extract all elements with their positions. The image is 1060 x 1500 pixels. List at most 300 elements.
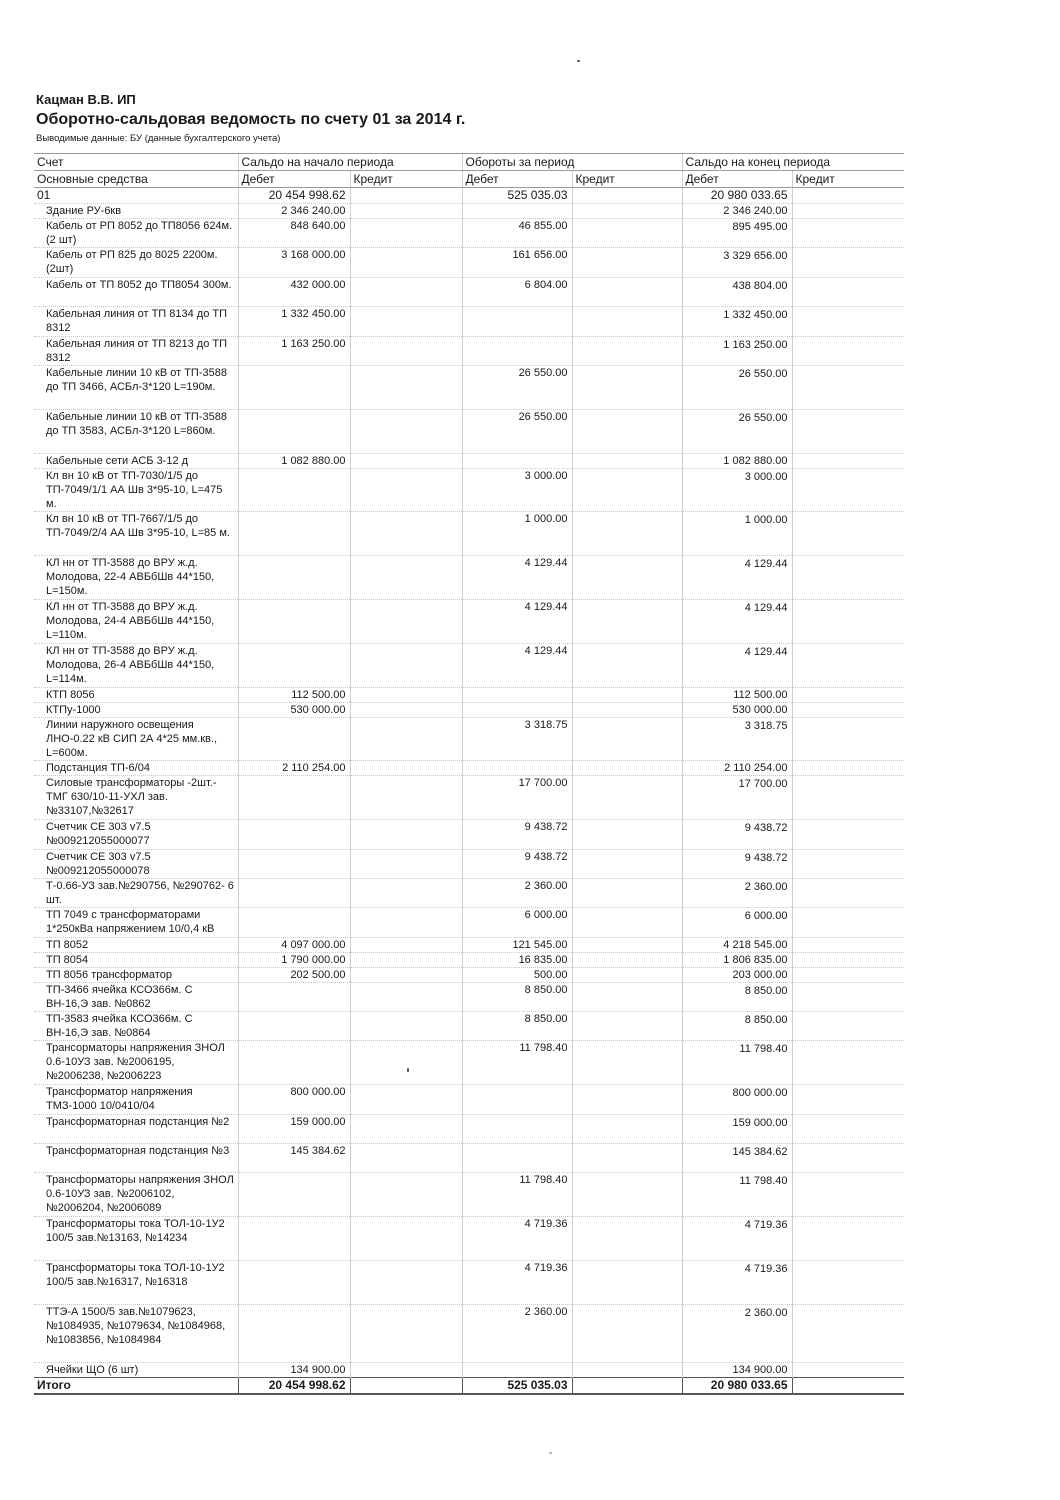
item-turnover-debit: 4 129.44 xyxy=(462,643,572,687)
item-closing-debit: 800 000.00 xyxy=(682,1085,792,1114)
account-closing-credit xyxy=(792,188,904,204)
table-row xyxy=(34,409,904,453)
item-turnover-debit xyxy=(462,761,572,776)
item-name: Кабель от РП 825 до 8025 2200м. (2шт) xyxy=(34,248,238,277)
table-row xyxy=(34,952,904,967)
item-closing-credit xyxy=(792,937,904,952)
company-name: Кацман В.В. ИП xyxy=(36,92,136,107)
table-row xyxy=(34,702,904,717)
report-title: Оборотно-сальдовая ведомость по счету 01 за 2014 г. xyxy=(36,111,466,128)
item-name: Кабель от ТП 8052 до ТП8054 300м. xyxy=(34,277,238,306)
item-turnover-credit xyxy=(572,1144,682,1173)
item-closing-credit xyxy=(792,643,904,687)
item-turnover-credit xyxy=(572,687,682,702)
item-closing-debit: 4 129.44 xyxy=(682,599,792,643)
item-opening-debit xyxy=(238,1304,350,1362)
item-name: Здание РУ-6кв xyxy=(34,204,238,219)
item-opening-credit xyxy=(350,849,462,878)
item-opening-credit xyxy=(350,336,462,365)
item-turnover-credit xyxy=(572,599,682,643)
header-opening-credit: Кредит xyxy=(350,171,462,188)
item-closing-debit: 4 719.36 xyxy=(682,1217,792,1261)
item-turnover-debit: 9 438.72 xyxy=(462,849,572,878)
item-turnover-debit: 11 798.40 xyxy=(462,1173,572,1217)
total-label: Итого xyxy=(34,1378,238,1395)
item-name: Кабельная линия от ТП 8213 до ТП 8312 xyxy=(34,336,238,365)
item-opening-debit: 159 000.00 xyxy=(238,1114,350,1143)
item-turnover-credit xyxy=(572,878,682,907)
table-row xyxy=(34,453,904,468)
item-closing-debit: 17 700.00 xyxy=(682,776,792,820)
item-turnover-credit xyxy=(572,1217,682,1261)
item-turnover-debit: 46 855.00 xyxy=(462,219,572,248)
item-opening-credit xyxy=(350,599,462,643)
item-closing-credit xyxy=(792,908,904,937)
table-row xyxy=(34,967,904,982)
table-row xyxy=(34,219,904,248)
item-turnover-credit xyxy=(572,982,682,1011)
item-turnover-debit: 161 656.00 xyxy=(462,248,572,277)
item-closing-credit xyxy=(792,1304,904,1362)
item-opening-debit: 112 500.00 xyxy=(238,687,350,702)
item-opening-debit: 530 000.00 xyxy=(238,702,350,717)
item-turnover-debit xyxy=(462,687,572,702)
item-turnover-debit: 2 360.00 xyxy=(462,1304,572,1362)
account-turnover-credit xyxy=(572,188,682,204)
item-name: Ячейки ЩО (6 шт) xyxy=(34,1363,238,1378)
item-turnover-credit xyxy=(572,512,682,556)
item-turnover-credit xyxy=(572,776,682,820)
item-turnover-credit xyxy=(572,248,682,277)
item-closing-credit xyxy=(792,409,904,453)
item-closing-debit: 895 495.00 xyxy=(682,219,792,248)
item-turnover-credit xyxy=(572,556,682,600)
item-closing-debit: 2 110 254.00 xyxy=(682,761,792,776)
item-opening-credit xyxy=(350,717,462,761)
item-closing-credit xyxy=(792,219,904,248)
item-name: КТПу-1000 xyxy=(34,702,238,717)
item-turnover-credit xyxy=(572,1173,682,1217)
item-closing-credit xyxy=(792,952,904,967)
item-closing-debit: 4 218 545.00 xyxy=(682,937,792,952)
account-row xyxy=(34,188,904,204)
item-closing-credit xyxy=(792,1012,904,1041)
item-turnover-debit xyxy=(462,307,572,336)
item-name: КЛ нн от ТП-3588 до ВРУ ж.д. Молодова, 26-4 АВБбШв 44*150, L=114м. xyxy=(34,643,238,687)
item-turnover-debit: 4 719.36 xyxy=(462,1261,572,1305)
item-name: КЛ нн от ТП-3588 до ВРУ ж.д. Молодова, 22-4 АВБбШв 44*150, L=150м. xyxy=(34,556,238,600)
item-turnover-credit xyxy=(572,365,682,409)
item-turnover-credit xyxy=(572,219,682,248)
item-closing-debit: 6 000.00 xyxy=(682,908,792,937)
item-opening-debit xyxy=(238,1261,350,1305)
item-opening-credit xyxy=(350,409,462,453)
item-closing-debit: 1 163 250.00 xyxy=(682,336,792,365)
item-closing-debit: 4 129.44 xyxy=(682,556,792,600)
item-opening-debit xyxy=(238,365,350,409)
item-opening-credit xyxy=(350,512,462,556)
item-name: Трансформаторная подстанция №2 xyxy=(34,1114,238,1143)
item-name: ТП 7049 с трансформаторами 1*250кВа напряжением 10/0,4 кВ xyxy=(34,908,238,937)
item-opening-debit: 2 346 240.00 xyxy=(238,204,350,219)
item-turnover-debit xyxy=(462,204,572,219)
item-name: Кл вн 10 кВ от ТП-7667/1/5 до ТП-7049/2/4 АА Шв 3*95-10, L=85 м. xyxy=(34,512,238,556)
table-row xyxy=(34,849,904,878)
item-turnover-debit: 4 719.36 xyxy=(462,1217,572,1261)
item-name: Кл вн 10 кВ от ТП-7030/1/5 до ТП-7049/1/1 АА Шв 3*95-10, L=475 м. xyxy=(34,468,238,512)
total-opening-debit: 20 454 998.62 xyxy=(238,1378,350,1395)
item-closing-debit: 145 384.62 xyxy=(682,1144,792,1173)
item-opening-credit xyxy=(350,556,462,600)
table-row xyxy=(34,204,904,219)
item-closing-debit: 11 798.40 xyxy=(682,1173,792,1217)
item-turnover-debit: 4 129.44 xyxy=(462,556,572,600)
item-opening-credit xyxy=(350,248,462,277)
item-name: ТП 8052 xyxy=(34,937,238,952)
item-name: КТП 8056 xyxy=(34,687,238,702)
item-opening-debit: 1 082 880.00 xyxy=(238,453,350,468)
item-opening-debit xyxy=(238,512,350,556)
item-closing-debit: 9 438.72 xyxy=(682,820,792,849)
table-row xyxy=(34,776,904,820)
item-turnover-credit xyxy=(572,761,682,776)
item-closing-debit: 3 329 656.00 xyxy=(682,248,792,277)
item-closing-credit xyxy=(792,820,904,849)
item-turnover-credit xyxy=(572,967,682,982)
balance-sheet-table xyxy=(34,153,904,1395)
item-opening-debit: 1 332 450.00 xyxy=(238,307,350,336)
item-opening-debit xyxy=(238,878,350,907)
item-opening-credit xyxy=(350,1173,462,1217)
item-opening-credit xyxy=(350,967,462,982)
header-closing-credit: Кредит xyxy=(792,171,904,188)
table-row xyxy=(34,908,904,937)
item-turnover-credit xyxy=(572,908,682,937)
item-opening-debit xyxy=(238,1041,350,1085)
item-opening-debit: 202 500.00 xyxy=(238,967,350,982)
item-closing-debit: 134 900.00 xyxy=(682,1363,792,1378)
item-closing-debit: 3 000.00 xyxy=(682,468,792,512)
item-closing-credit xyxy=(792,336,904,365)
item-opening-credit xyxy=(350,453,462,468)
item-name: Т-0.66-УЗ зав.№290756, №290762- 6 шт. xyxy=(34,878,238,907)
item-opening-credit xyxy=(350,820,462,849)
table-row xyxy=(34,1304,904,1362)
item-turnover-debit xyxy=(462,702,572,717)
item-opening-debit xyxy=(238,849,350,878)
table-row xyxy=(34,1144,904,1173)
table-row xyxy=(34,982,904,1011)
item-closing-credit xyxy=(792,1085,904,1114)
item-closing-debit: 9 438.72 xyxy=(682,849,792,878)
table-row xyxy=(34,643,904,687)
table-row xyxy=(34,761,904,776)
item-turnover-debit: 4 129.44 xyxy=(462,599,572,643)
item-name: Трансформаторная подстанция №3 xyxy=(34,1144,238,1173)
table-row xyxy=(34,365,904,409)
table-row xyxy=(34,468,904,512)
item-name: ТП 8056 трансформатор xyxy=(34,967,238,982)
item-turnover-credit xyxy=(572,643,682,687)
item-closing-debit: 2 360.00 xyxy=(682,1304,792,1362)
item-turnover-credit xyxy=(572,409,682,453)
item-name: Счетчик СЕ 303 v7.5 №009212055000077 xyxy=(34,820,238,849)
table-row xyxy=(34,277,904,306)
item-name: Кабельные линии 10 кВ от ТП-3588 до ТП 3583, АСБл-3*120 L=860м. xyxy=(34,409,238,453)
item-turnover-credit xyxy=(572,717,682,761)
item-closing-credit xyxy=(792,453,904,468)
item-closing-credit xyxy=(792,982,904,1011)
item-name: Силовые трансформаторы -2шт.-ТМГ 630/10-11-УХЛ зав.№33107,№32617 xyxy=(34,776,238,820)
item-opening-credit xyxy=(350,937,462,952)
total-opening-credit xyxy=(350,1378,462,1395)
item-opening-debit xyxy=(238,409,350,453)
item-closing-debit: 1 000.00 xyxy=(682,512,792,556)
header-account: Счет xyxy=(34,154,238,171)
item-closing-debit: 2 346 240.00 xyxy=(682,204,792,219)
item-turnover-debit: 16 835.00 xyxy=(462,952,572,967)
table-row xyxy=(34,1012,904,1041)
item-turnover-debit: 3 000.00 xyxy=(462,468,572,512)
item-name: Кабельная линия от ТП 8134 до ТП 8312 xyxy=(34,307,238,336)
item-opening-debit: 800 000.00 xyxy=(238,1085,350,1114)
account-closing-debit: 20 980 033.65 xyxy=(682,188,792,204)
header-account-name: Основные средства xyxy=(34,171,238,188)
item-opening-debit xyxy=(238,599,350,643)
item-closing-debit: 530 000.00 xyxy=(682,702,792,717)
item-name: ТТЭ-А 1500/5 зав.№1079623, №1084935, №1079634, №1084968, №1083856, №1084984 xyxy=(34,1304,238,1362)
item-turnover-debit: 9 438.72 xyxy=(462,820,572,849)
item-opening-credit xyxy=(350,219,462,248)
item-opening-debit xyxy=(238,1012,350,1041)
item-turnover-credit xyxy=(572,1261,682,1305)
table-row xyxy=(34,512,904,556)
item-opening-credit xyxy=(350,952,462,967)
item-opening-credit xyxy=(350,1085,462,1114)
item-closing-credit xyxy=(792,204,904,219)
item-opening-debit xyxy=(238,556,350,600)
report-subtitle: Выводимые данные: БУ (данные бухгалтерского учета) xyxy=(36,133,281,144)
item-opening-credit xyxy=(350,1144,462,1173)
item-turnover-debit: 11 798.40 xyxy=(462,1041,572,1085)
item-opening-debit xyxy=(238,468,350,512)
item-opening-debit: 145 384.62 xyxy=(238,1144,350,1173)
item-name: КЛ нн от ТП-3588 до ВРУ ж.д. Молодова, 24-4 АВБбШв 44*150, L=110м. xyxy=(34,599,238,643)
item-turnover-debit: 6 804.00 xyxy=(462,277,572,306)
item-name: Трансформатор напряжения ТМЗ-1000 10/0410/04 xyxy=(34,1085,238,1114)
item-closing-credit xyxy=(792,717,904,761)
scan-speck xyxy=(407,1068,409,1072)
table-row xyxy=(34,717,904,761)
item-closing-debit: 112 500.00 xyxy=(682,687,792,702)
item-closing-credit xyxy=(792,1114,904,1143)
account-code: 01 xyxy=(34,188,238,204)
item-opening-debit xyxy=(238,908,350,937)
item-name: Линии наружного освещения ЛНО-0.22 кВ СИП 2А 4*25 мм.кв., L=600м. xyxy=(34,717,238,761)
item-closing-credit xyxy=(792,702,904,717)
item-turnover-credit xyxy=(572,1012,682,1041)
table-row xyxy=(34,336,904,365)
item-name: Трансформаторы напряжения ЗНОЛ 0.6-10УЗ зав. №2006102, №2006204, №2006089 xyxy=(34,1173,238,1217)
item-turnover-credit xyxy=(572,952,682,967)
header-turnover-debit: Дебет xyxy=(462,171,572,188)
item-closing-credit xyxy=(792,599,904,643)
item-turnover-credit xyxy=(572,1085,682,1114)
item-opening-credit xyxy=(350,365,462,409)
table-row xyxy=(34,878,904,907)
item-turnover-debit: 1 000.00 xyxy=(462,512,572,556)
item-closing-credit xyxy=(792,277,904,306)
item-turnover-credit xyxy=(572,453,682,468)
table-row xyxy=(34,599,904,643)
total-turnover-debit: 525 035.03 xyxy=(462,1378,572,1395)
item-name: Трансформаторы тока ТОЛ-10-1У2 100/5 зав.№13163, №14234 xyxy=(34,1217,238,1261)
table-row xyxy=(34,1261,904,1305)
item-closing-debit: 4 129.44 xyxy=(682,643,792,687)
item-turnover-credit xyxy=(572,702,682,717)
item-closing-debit: 203 000.00 xyxy=(682,967,792,982)
item-closing-credit xyxy=(792,761,904,776)
table-row xyxy=(34,1041,904,1085)
header-row-2 xyxy=(34,171,904,188)
item-closing-debit: 1 806 835.00 xyxy=(682,952,792,967)
total-turnover-credit xyxy=(572,1378,682,1395)
item-opening-debit: 134 900.00 xyxy=(238,1363,350,1378)
item-name: Кабельные сети АСБ 3-12 д xyxy=(34,453,238,468)
item-opening-debit xyxy=(238,643,350,687)
item-opening-credit xyxy=(350,1041,462,1085)
item-opening-credit xyxy=(350,982,462,1011)
table-row xyxy=(34,1085,904,1114)
total-closing-debit: 20 980 033.65 xyxy=(682,1378,792,1395)
table-row xyxy=(34,687,904,702)
account-opening-debit: 20 454 998.62 xyxy=(238,188,350,204)
item-opening-debit xyxy=(238,982,350,1011)
item-opening-debit: 2 110 254.00 xyxy=(238,761,350,776)
item-closing-credit xyxy=(792,365,904,409)
total-closing-credit xyxy=(792,1378,904,1395)
item-turnover-debit: 6 000.00 xyxy=(462,908,572,937)
item-turnover-credit xyxy=(572,336,682,365)
item-closing-debit: 1 082 880.00 xyxy=(682,453,792,468)
item-opening-debit: 848 640.00 xyxy=(238,219,350,248)
scan-speck xyxy=(549,1452,552,1454)
item-name: ТП-3466 ячейка КСО366м. С ВН-16,Э зав. №0862 xyxy=(34,982,238,1011)
item-closing-debit: 1 332 450.00 xyxy=(682,307,792,336)
item-turnover-debit: 8 850.00 xyxy=(462,982,572,1011)
item-closing-credit xyxy=(792,1363,904,1378)
item-opening-credit xyxy=(350,1304,462,1362)
item-turnover-debit xyxy=(462,1085,572,1114)
item-turnover-debit: 8 850.00 xyxy=(462,1012,572,1041)
item-opening-credit xyxy=(350,277,462,306)
header-opening: Сальдо на начало периода xyxy=(238,154,462,171)
item-closing-credit xyxy=(792,776,904,820)
table-row xyxy=(34,1173,904,1217)
item-closing-debit: 159 000.00 xyxy=(682,1114,792,1143)
item-opening-credit xyxy=(350,687,462,702)
item-turnover-debit xyxy=(462,1363,572,1378)
item-opening-debit: 1 790 000.00 xyxy=(238,952,350,967)
item-name: Трансформаторы тока ТОЛ-10-1У2 100/5 зав.№16317, №16318 xyxy=(34,1261,238,1305)
table-row xyxy=(34,248,904,277)
header-turnover: Обороты за период xyxy=(462,154,682,171)
item-closing-credit xyxy=(792,1217,904,1261)
item-name: ТП-3583 ячейка КСО366м. С ВН-16,Э зав. №0864 xyxy=(34,1012,238,1041)
item-closing-debit: 2 360.00 xyxy=(682,878,792,907)
item-opening-credit xyxy=(350,878,462,907)
item-turnover-debit: 121 545.00 xyxy=(462,937,572,952)
item-closing-credit xyxy=(792,1144,904,1173)
account-opening-credit xyxy=(350,188,462,204)
item-opening-credit xyxy=(350,204,462,219)
header-closing-debit: Дебет xyxy=(682,171,792,188)
item-closing-credit xyxy=(792,556,904,600)
item-turnover-credit xyxy=(572,820,682,849)
item-closing-credit xyxy=(792,849,904,878)
item-name: Счетчик СЕ 303 v7.5 №009212055000078 xyxy=(34,849,238,878)
item-closing-credit xyxy=(792,967,904,982)
item-name: Кабель от РП 8052 до ТП8056 624м. (2 шт) xyxy=(34,219,238,248)
item-opening-credit xyxy=(350,1363,462,1378)
item-name: Кабельные линии 10 кВ от ТП-3588 до ТП 3466, АСБл-3*120 L=190м. xyxy=(34,365,238,409)
item-turnover-credit xyxy=(572,1363,682,1378)
item-turnover-credit xyxy=(572,849,682,878)
item-name: Подстанция ТП-6/04 xyxy=(34,761,238,776)
item-turnover-debit xyxy=(462,336,572,365)
header-opening-debit: Дебет xyxy=(238,171,350,188)
header-turnover-credit: Кредит xyxy=(572,171,682,188)
item-turnover-credit xyxy=(572,1041,682,1085)
item-closing-debit: 26 550.00 xyxy=(682,409,792,453)
item-closing-debit: 8 850.00 xyxy=(682,982,792,1011)
item-turnover-credit xyxy=(572,277,682,306)
item-opening-credit xyxy=(350,468,462,512)
item-closing-debit: 3 318.75 xyxy=(682,717,792,761)
item-name: Трансорматоры напряжения ЗНОЛ 0.6-10УЗ зав. №2006195, №2006238, №2006223 xyxy=(34,1041,238,1085)
total-row xyxy=(34,1378,904,1395)
item-opening-debit: 3 168 000.00 xyxy=(238,248,350,277)
table-row xyxy=(34,556,904,600)
account-turnover-debit: 525 035.03 xyxy=(462,188,572,204)
report-header xyxy=(36,92,465,145)
item-opening-credit xyxy=(350,702,462,717)
item-closing-credit xyxy=(792,307,904,336)
item-opening-debit xyxy=(238,717,350,761)
item-name: ТП 8054 xyxy=(34,952,238,967)
item-opening-debit xyxy=(238,776,350,820)
item-turnover-credit xyxy=(572,937,682,952)
item-closing-credit xyxy=(792,1261,904,1305)
table-row xyxy=(34,820,904,849)
item-turnover-debit xyxy=(462,453,572,468)
item-closing-credit xyxy=(792,1041,904,1085)
item-closing-debit: 4 719.36 xyxy=(682,1261,792,1305)
item-turnover-debit: 2 360.00 xyxy=(462,878,572,907)
item-opening-debit: 1 163 250.00 xyxy=(238,336,350,365)
table-row xyxy=(34,307,904,336)
item-turnover-credit xyxy=(572,1304,682,1362)
item-turnover-credit xyxy=(572,307,682,336)
header-row-1 xyxy=(34,154,904,171)
table-row xyxy=(34,1363,904,1378)
table-row xyxy=(34,937,904,952)
item-closing-credit xyxy=(792,512,904,556)
item-turnover-debit xyxy=(462,1114,572,1143)
scan-speck xyxy=(577,60,580,62)
item-opening-debit: 4 097 000.00 xyxy=(238,937,350,952)
item-opening-credit xyxy=(350,761,462,776)
